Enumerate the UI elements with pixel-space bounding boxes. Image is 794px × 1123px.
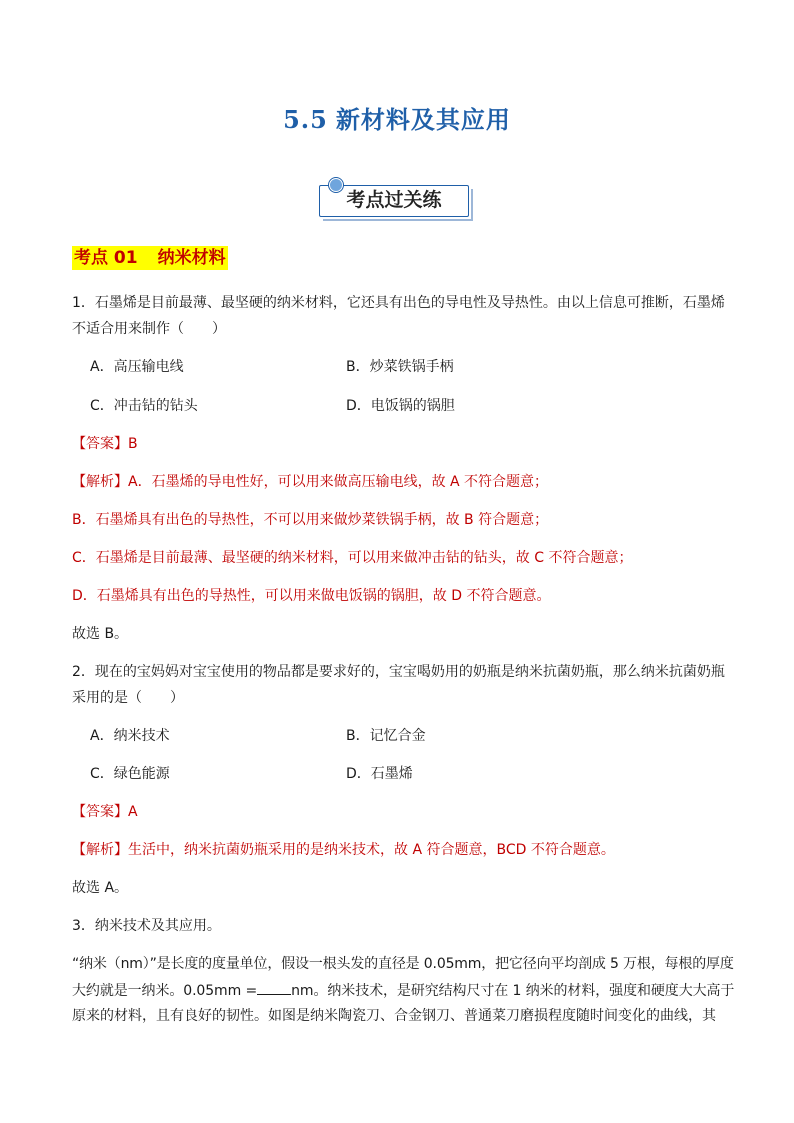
q1-option-b: B．炒菜铁锅手柄 [346,359,454,375]
q1-analysis-a: A．石墨烯的导电性好，可以用来做高压输电线，故 A 不符合题意； [128,474,549,490]
q2-answer-value: A [128,804,138,820]
q1-option-a: A．高压输电线 [90,359,184,375]
q1-stem-line2: 不适合用来制作（ ） [72,321,226,337]
q2-option-b: B．记忆合金 [346,728,426,744]
q1-analysis-tag: 【解析】 [72,474,128,490]
title-text: 新材料及其应用 [335,106,511,134]
q3-stem-line4: 原来的材料，且有良好的韧性。如图是纳米陶瓷刀、合金钢刀、普通菜刀磨损程度随时间变化的曲线，其 [72,1008,716,1024]
section-banner [319,181,471,215]
section-heading [72,246,228,270]
page-title [0,100,794,135]
q3-line3-part1: 大约就是一纳米。0.05mm = [72,983,258,999]
q2-conclusion: 故选 A。 [72,880,129,896]
q1-analysis-c: C．石墨烯是目前最薄、最坚硬的纳米材料，可以用来做冲击钻的钻头，故 C 不符合题意； [72,550,633,566]
q2-answer-tag: 【答案】 [72,804,128,820]
q2-option-c: C．绿色能源 [90,766,170,782]
q1-analysis-b: B．石墨烯具有出色的导热性，不可以用来做炒菜铁锅手柄，故 B 符合题意； [72,512,549,528]
section-label: 考点 01 [74,248,138,268]
q3-stem-line2: “纳米（nm）”是长度的度量单位，假设一根头发的直径是 0.05mm，把它径向平均剖成 5 万根，每根的厚度 [72,956,734,972]
banner-text: 考点过关练 [346,189,442,211]
title-number: 5.5 [283,105,328,134]
q1-option-d: D．电饭锅的锅胆 [346,398,455,414]
q2-stem-line1: 2．现在的宝妈妈对宝宝使用的物品都是要求好的，宝宝喝奶用的奶瓶是纳米抗菌奶瓶，那么纳米抗菌奶瓶 [72,664,725,680]
q1-conclusion: 故选 B。 [72,626,129,642]
q2-analysis-tag: 【解析】 [72,842,128,858]
q3-stem-line1: 3．纳米技术及其应用。 [72,918,221,934]
q1-analysis-line1 [72,472,548,492]
q1-answer [72,434,138,454]
q3-answer-blank [257,980,291,995]
section-name: 纳米材料 [157,248,226,268]
q1-answer-tag: 【答案】 [72,436,128,452]
q2-option-d: D．石墨烯 [346,766,413,782]
q1-answer-value: B [128,436,138,452]
q2-analysis [72,840,615,860]
q3-stem-line3 [72,980,734,1001]
q1-stem-line1: 1．石墨烯是目前最薄、最坚硬的纳米材料，它还具有出色的导电性及导热性。由以上信息可推断，石墨烯 [72,295,725,311]
q1-analysis-d: D．石墨烯具有出色的导热性，可以用来做电饭锅的锅胆，故 D 不符合题意。 [72,588,551,604]
q2-answer [72,802,138,822]
q2-stem-line2: 采用的是（ ） [72,690,184,706]
q1-option-c: C．冲击钻的钻头 [90,398,198,414]
q2-option-a: A．纳米技术 [90,728,170,744]
q2-analysis-text: 生活中，纳米抗菌奶瓶采用的是纳米技术，故 A 符合题意，BCD 不符合题意。 [128,842,615,858]
q3-line3-part2: nm。纳米技术，是研究结构尺寸在 1 纳米的材料，强度和硬度大大高于 [291,983,735,999]
